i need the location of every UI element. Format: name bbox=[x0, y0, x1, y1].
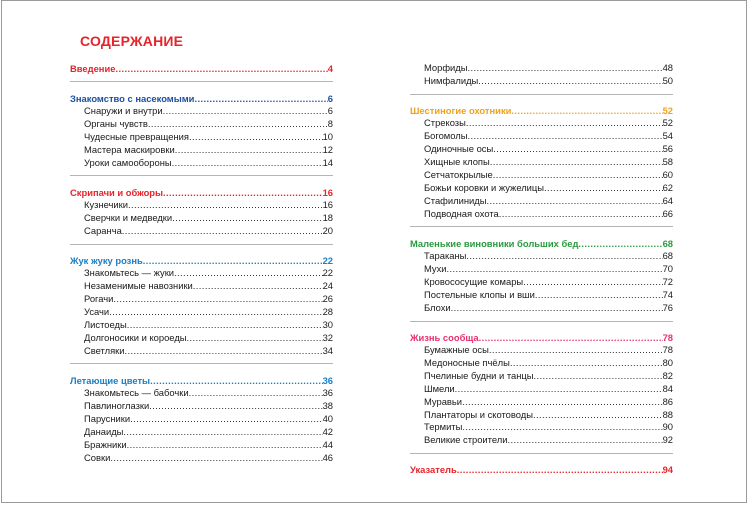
dot-leader bbox=[127, 439, 323, 452]
toc-entry[interactable] bbox=[410, 396, 673, 409]
entry-title: Божьи коровки и жужелицы bbox=[424, 181, 545, 193]
page-number: 36 bbox=[322, 374, 333, 386]
entry-title: Кровососущие комары bbox=[424, 275, 524, 287]
dot-leader bbox=[447, 263, 663, 276]
page-number: 10 bbox=[322, 130, 333, 142]
page-number: 14 bbox=[322, 156, 333, 168]
toc-entry[interactable] bbox=[70, 332, 333, 345]
section-divider bbox=[410, 226, 673, 227]
section-title: Жук жуку рознь bbox=[70, 254, 143, 266]
entry-title: Светляки bbox=[84, 344, 125, 356]
entry-title: Блохи bbox=[424, 301, 451, 313]
page-number: 26 bbox=[322, 293, 333, 305]
page-number: 52 bbox=[662, 104, 673, 116]
entry-title: Тараканы bbox=[424, 250, 467, 262]
page-number: 56 bbox=[662, 143, 673, 155]
dot-leader bbox=[175, 144, 323, 157]
toc-entry[interactable] bbox=[410, 344, 673, 357]
dot-leader bbox=[451, 302, 663, 315]
toc-right-column bbox=[410, 62, 673, 477]
dot-leader bbox=[110, 452, 322, 465]
page-number: 22 bbox=[322, 254, 333, 266]
toc-section-heading[interactable] bbox=[70, 374, 333, 387]
page-number: 60 bbox=[662, 168, 673, 180]
toc-entry[interactable] bbox=[410, 263, 673, 276]
toc-section bbox=[410, 237, 673, 315]
dot-leader bbox=[150, 374, 323, 387]
dot-leader bbox=[493, 143, 662, 156]
section-title: Введение bbox=[70, 63, 116, 74]
entry-title: Бумажные осы bbox=[424, 344, 489, 356]
entry-title: Медоносные пчёлы bbox=[424, 356, 510, 368]
toc-section-heading[interactable] bbox=[410, 237, 673, 250]
section-title: Жизнь сообща bbox=[410, 331, 479, 343]
toc-entry[interactable] bbox=[70, 225, 333, 238]
page-number: 78 bbox=[662, 344, 673, 356]
page-number: 30 bbox=[322, 318, 333, 330]
section-divider bbox=[70, 244, 333, 245]
section-title: Скрипачи и обжоры bbox=[70, 186, 164, 198]
toc-entry[interactable] bbox=[410, 117, 673, 130]
toc-entry[interactable] bbox=[410, 169, 673, 182]
entry-title: Одиночные осы bbox=[424, 143, 494, 155]
dot-leader bbox=[493, 169, 663, 182]
toc-entry[interactable] bbox=[410, 143, 673, 156]
page-number: 24 bbox=[322, 280, 333, 292]
page-number: 58 bbox=[662, 156, 673, 168]
toc-entry[interactable] bbox=[410, 409, 673, 422]
entry-title: Стрекозы bbox=[424, 117, 466, 129]
toc-section bbox=[70, 62, 333, 75]
entry-title: Пчелиные будни и танцы bbox=[424, 369, 534, 381]
toc-entry[interactable] bbox=[410, 156, 673, 169]
section-title: Маленькие виновники больших бед bbox=[410, 237, 579, 249]
page-number: 76 bbox=[662, 301, 673, 313]
page-number: 64 bbox=[662, 194, 673, 206]
toc-section bbox=[70, 254, 333, 358]
toc-entry[interactable] bbox=[70, 306, 333, 319]
toc-entry[interactable] bbox=[70, 426, 333, 439]
dot-leader bbox=[462, 396, 663, 409]
section-divider bbox=[410, 94, 673, 95]
toc-section-heading[interactable] bbox=[70, 254, 333, 267]
entry-title: Листоеды bbox=[84, 318, 127, 330]
page-number: 62 bbox=[662, 181, 673, 193]
dot-leader bbox=[194, 92, 327, 105]
section-divider bbox=[70, 175, 333, 176]
entry-title: Мастера маскировки bbox=[84, 143, 175, 155]
dot-leader bbox=[499, 208, 663, 221]
toc-section bbox=[410, 104, 673, 221]
toc-section-heading[interactable] bbox=[410, 331, 673, 344]
toc-entry[interactable] bbox=[70, 131, 333, 144]
entry-title: Чудесные превращения bbox=[84, 130, 189, 142]
page-number: 54 bbox=[662, 130, 673, 142]
page-number: 66 bbox=[662, 207, 673, 219]
page-number: 22 bbox=[322, 267, 333, 279]
dot-leader bbox=[149, 400, 322, 413]
dot-leader bbox=[128, 199, 323, 212]
toc-entry[interactable] bbox=[70, 387, 333, 400]
page-number: 68 bbox=[662, 250, 673, 262]
toc-section-heading[interactable] bbox=[70, 92, 333, 105]
dot-leader bbox=[466, 117, 663, 130]
entry-title: Кузнечики bbox=[84, 199, 128, 210]
entry-title: Сверчки и медведки bbox=[84, 211, 173, 223]
entry-title: Органы чувств bbox=[84, 117, 148, 129]
page-number: 92 bbox=[662, 434, 673, 446]
toc-section bbox=[410, 463, 673, 476]
dot-leader bbox=[189, 131, 323, 144]
entry-title: Долгоносики и короеды bbox=[84, 331, 187, 343]
toc-section-heading[interactable] bbox=[410, 104, 673, 117]
page-number: 80 bbox=[662, 356, 673, 368]
toc-section bbox=[410, 331, 673, 448]
toc-entry[interactable] bbox=[410, 62, 673, 75]
dot-leader bbox=[127, 319, 323, 332]
toc-entry[interactable] bbox=[70, 118, 333, 131]
dot-leader bbox=[510, 357, 663, 370]
page-number: 46 bbox=[322, 451, 333, 463]
page-number: 44 bbox=[322, 438, 333, 450]
toc-entry[interactable] bbox=[410, 250, 673, 263]
entry-title: Мухи bbox=[424, 262, 447, 274]
entry-title: Плантаторы и скотоводы bbox=[424, 408, 533, 420]
toc-entry[interactable] bbox=[70, 400, 333, 413]
toc-section-continued bbox=[410, 62, 673, 88]
dot-leader bbox=[467, 130, 662, 143]
dot-leader bbox=[187, 332, 323, 345]
toc-entry[interactable] bbox=[410, 357, 673, 370]
dot-leader bbox=[113, 293, 322, 306]
section-divider bbox=[70, 81, 333, 82]
entry-title: Снаружи и внутри bbox=[84, 104, 163, 116]
dot-leader bbox=[544, 182, 663, 195]
toc-section bbox=[70, 186, 333, 238]
toc-entry[interactable] bbox=[410, 383, 673, 396]
dot-leader bbox=[115, 62, 327, 75]
page-number: 4 bbox=[327, 63, 333, 74]
dot-leader bbox=[523, 276, 662, 289]
entry-title: Бражники bbox=[84, 438, 127, 450]
entry-title: Павлиноглазки bbox=[84, 399, 150, 411]
toc-section-heading[interactable] bbox=[410, 463, 673, 476]
dot-leader bbox=[478, 75, 662, 88]
dot-leader bbox=[490, 156, 663, 169]
page-number: 6 bbox=[327, 104, 333, 116]
dot-leader bbox=[174, 267, 323, 280]
entry-title: Парусники bbox=[84, 412, 131, 424]
toc-entry[interactable] bbox=[70, 413, 333, 426]
section-title: Указатель bbox=[410, 464, 457, 476]
dot-leader bbox=[535, 289, 663, 302]
dot-leader bbox=[123, 426, 322, 439]
toc-entry[interactable] bbox=[410, 302, 673, 315]
toc-entry[interactable] bbox=[410, 195, 673, 208]
entry-title: Сетчатокрылые bbox=[424, 168, 493, 180]
toc-entry[interactable] bbox=[410, 130, 673, 143]
dot-leader bbox=[148, 118, 328, 131]
dot-leader bbox=[125, 345, 323, 358]
toc-entry[interactable] bbox=[70, 212, 333, 225]
page-number: 8 bbox=[327, 117, 333, 129]
entry-title: Термиты bbox=[424, 421, 463, 433]
toc-entry[interactable] bbox=[410, 289, 673, 302]
dot-leader bbox=[534, 370, 663, 383]
entry-title: Нимфалиды bbox=[424, 74, 479, 86]
page-number: 36 bbox=[322, 387, 333, 399]
toc-entry[interactable] bbox=[410, 434, 673, 447]
page-number: 72 bbox=[662, 275, 673, 287]
page-title: СОДЕРЖАНИЕ bbox=[80, 33, 184, 49]
toc-entry[interactable] bbox=[70, 105, 333, 118]
section-divider bbox=[410, 453, 673, 454]
dot-leader bbox=[511, 104, 662, 117]
toc-entry[interactable] bbox=[70, 199, 333, 212]
dot-leader bbox=[143, 254, 323, 267]
entry-title: Великие строители bbox=[424, 434, 508, 446]
page-number: 86 bbox=[662, 395, 673, 407]
toc-entry[interactable] bbox=[410, 370, 673, 383]
entry-title: Стафилиниды bbox=[424, 194, 487, 206]
toc-entry[interactable] bbox=[70, 439, 333, 452]
toc-entry[interactable] bbox=[70, 157, 333, 170]
toc-section-heading[interactable] bbox=[70, 62, 333, 75]
toc-section bbox=[70, 374, 333, 465]
page-number: 12 bbox=[322, 143, 333, 155]
entry-title: Знакомьтесь — бабочки bbox=[84, 387, 189, 399]
page-number: 82 bbox=[662, 369, 673, 381]
toc-entry[interactable] bbox=[70, 345, 333, 358]
toc-entry[interactable] bbox=[70, 267, 333, 280]
dot-leader bbox=[479, 331, 663, 344]
toc-entry[interactable] bbox=[70, 452, 333, 465]
section-divider bbox=[70, 363, 333, 364]
page-number: 90 bbox=[662, 421, 673, 433]
page-number: 16 bbox=[322, 199, 333, 210]
entry-title: Данаиды bbox=[84, 425, 124, 437]
entry-title: Шмели bbox=[424, 382, 455, 394]
dot-leader bbox=[172, 157, 323, 170]
toc-left-column bbox=[70, 62, 333, 464]
toc-entry[interactable] bbox=[70, 319, 333, 332]
toc-section-heading[interactable] bbox=[70, 186, 333, 199]
dot-leader bbox=[507, 434, 662, 447]
page-number: 88 bbox=[662, 408, 673, 420]
toc-entry[interactable] bbox=[70, 280, 333, 293]
dot-leader bbox=[468, 62, 663, 75]
page-number: 42 bbox=[322, 425, 333, 437]
dot-leader bbox=[163, 105, 328, 118]
page-number: 68 bbox=[662, 237, 673, 249]
toc-entry[interactable] bbox=[410, 208, 673, 221]
entry-title: Незаменимые навозники bbox=[84, 280, 193, 292]
section-title: Шестиногие охотники bbox=[410, 104, 512, 116]
toc-entry[interactable] bbox=[410, 276, 673, 289]
entry-title: Усачи bbox=[84, 305, 110, 317]
dot-leader bbox=[486, 195, 662, 208]
page-number: 32 bbox=[322, 331, 333, 343]
dot-leader bbox=[533, 409, 663, 422]
section-divider bbox=[410, 321, 673, 322]
dot-leader bbox=[457, 463, 663, 476]
dot-leader bbox=[189, 387, 323, 400]
entry-title: Совки bbox=[84, 451, 111, 463]
page-number: 94 bbox=[662, 464, 673, 476]
entry-title: Богомолы bbox=[424, 130, 468, 142]
toc-entry[interactable] bbox=[70, 293, 333, 306]
toc-section bbox=[70, 92, 333, 170]
page-number: 74 bbox=[662, 288, 673, 300]
entry-title: Хищные клопы bbox=[424, 156, 490, 168]
entry-title: Постельные клопы и вши bbox=[424, 288, 535, 300]
dot-leader bbox=[130, 413, 322, 426]
page-number: 84 bbox=[662, 382, 673, 394]
page-number: 20 bbox=[322, 224, 333, 236]
page-number: 50 bbox=[662, 74, 673, 86]
entry-title: Саранча bbox=[84, 224, 122, 236]
section-title: Летающие цветы bbox=[70, 374, 151, 386]
entry-title: Морфиды bbox=[424, 62, 468, 73]
entry-title: Муравьи bbox=[424, 395, 463, 407]
dot-leader bbox=[455, 383, 663, 396]
toc-entry[interactable] bbox=[410, 75, 673, 88]
page-number: 38 bbox=[322, 399, 333, 411]
dot-leader bbox=[193, 280, 323, 293]
dot-leader bbox=[122, 225, 323, 238]
page-number: 34 bbox=[322, 344, 333, 356]
dot-leader bbox=[466, 250, 662, 263]
dot-leader bbox=[163, 186, 323, 199]
page-number: 70 bbox=[662, 262, 673, 274]
page-number: 6 bbox=[327, 92, 333, 104]
toc-entry[interactable] bbox=[410, 182, 673, 195]
entry-title: Знакомьтесь — жуки bbox=[84, 267, 175, 279]
page-number: 78 bbox=[662, 331, 673, 343]
page-number: 16 bbox=[322, 186, 333, 198]
page-number: 40 bbox=[322, 412, 333, 424]
entry-title: Подводная охота bbox=[424, 207, 499, 219]
dot-leader bbox=[109, 306, 322, 319]
page-number: 28 bbox=[322, 305, 333, 317]
dot-leader bbox=[489, 344, 663, 357]
entry-title: Рогачи bbox=[84, 293, 114, 305]
toc-entry[interactable] bbox=[70, 144, 333, 157]
dot-leader bbox=[462, 421, 662, 434]
dot-leader bbox=[578, 237, 662, 250]
section-title: Знакомство с насекомыми bbox=[70, 92, 195, 104]
page-number: 48 bbox=[662, 62, 673, 73]
page-number: 18 bbox=[322, 211, 333, 223]
page-number: 52 bbox=[662, 117, 673, 129]
entry-title: Уроки самообороны bbox=[84, 156, 172, 168]
toc-entry[interactable] bbox=[410, 421, 673, 434]
dot-leader bbox=[172, 212, 322, 225]
